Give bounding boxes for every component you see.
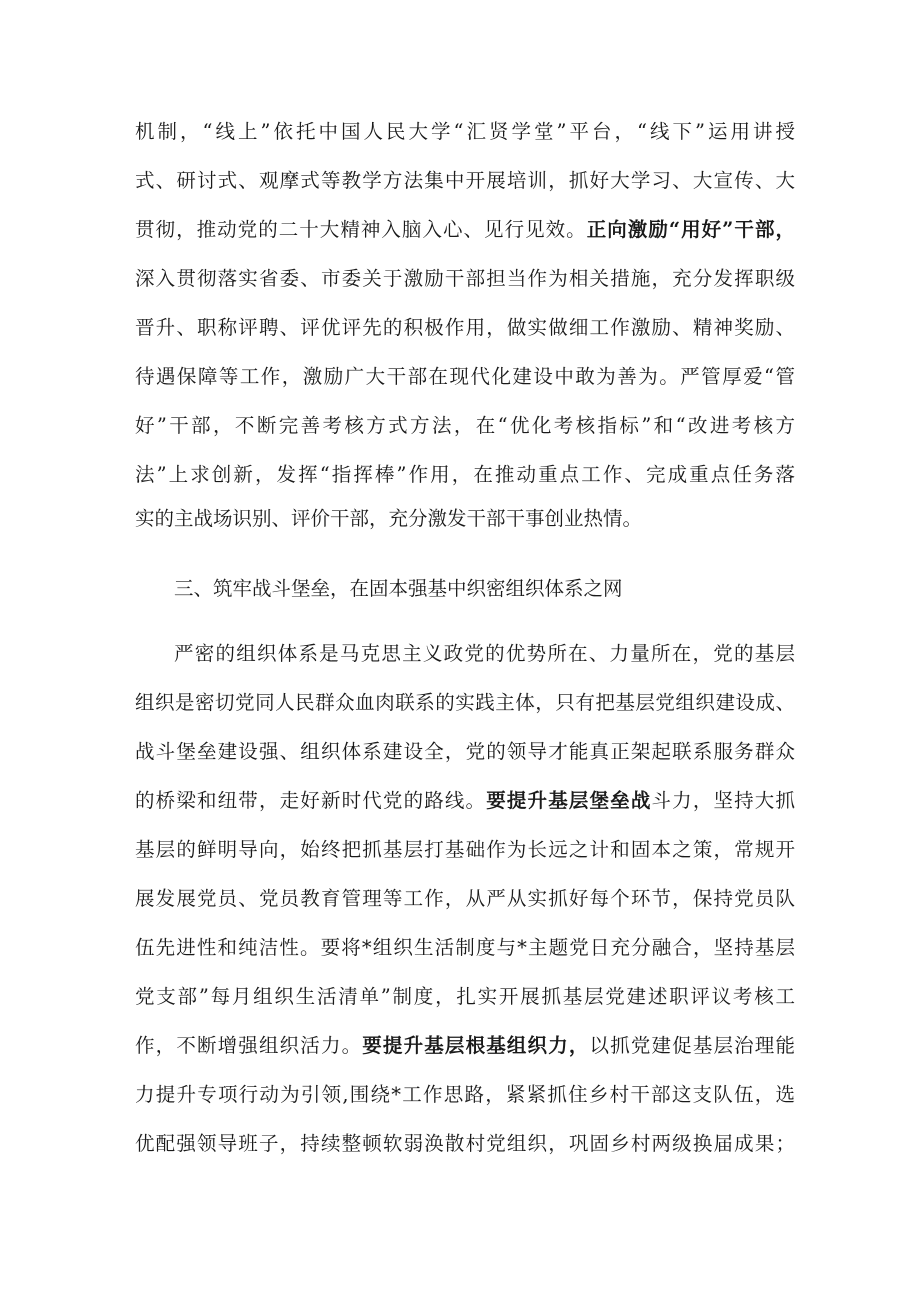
p2-line-11: 优配强领导班子，持续整顿软弱涣散村党组织，巩固乡村两级换届成果； [135, 1132, 795, 1155]
p2-line-4: 的桥梁和纽带，走好新时代党的路线。要提升基层堡垒战斗力，坚持大抓 [135, 789, 795, 812]
p2-line-10: 力提升专项行动为引领,围绕*工作思路，紧紧抓住乡村干部这支队伍，选 [135, 1083, 795, 1106]
bold-phrase-positive-incentive: 正向激励“用好”干部， [586, 218, 795, 241]
p1-line-5: 晋升、职称评聘、评优评先的积极作用，做实做细工作激励、精神奖励、 [135, 316, 795, 339]
bold-phrase-fortress-combat: 要提升基层堡垒战 [486, 789, 652, 812]
p1-line-3: 贯彻，推动党的二十大精神入脑入心、见行见效。正向激励“用好”干部， [135, 218, 795, 241]
p1-line-9: 实的主战场识别、评价干部，充分激发干部干事创业热情。 [135, 507, 643, 530]
p2-line-6: 展发展党员、党员教育管理等工作，从严从实抓好每个环节，保持党员队 [135, 887, 795, 910]
p1-line-8: 法”上求创新，发挥“指挥棒”作用，在推动重点工作、完成重点任务落 [135, 463, 795, 486]
p2-line-1: 严密的组织体系是马克思主义政党的优势所在、力量所在，党的基层 [174, 642, 795, 665]
section-heading: 三、筑牢战斗堡垒，在固本强基中织密组织体系之网 [174, 577, 623, 600]
p2-line-2: 组织是密切党同人民群众血肉联系的实践主体，只有把基层党组织建设成、 [135, 691, 795, 714]
bold-phrase-grassroots-organization: 要提升基层根基组织力， [362, 1034, 590, 1057]
p2-line-3: 战斗堡垒建设强、组织体系建设全，党的领导才能真正架起联系服务群众 [135, 740, 795, 763]
p2-line-7: 伍先进性和纯洁性。要将*组织生活制度与*主题党日充分融合，坚持基层 [135, 936, 795, 959]
p2-line-8: 党支部”每月组织生活清单”制度，扎实开展抓基层党建述职评议考核工 [135, 985, 795, 1008]
p1-line-7: 好”干部，不断完善考核方式方法，在“优化考核指标”和“改进考核方 [135, 414, 795, 437]
p2-line-5: 基层的鲜明导向，始终把抓基层打基础作为长远之计和固本之策，常规开 [135, 838, 795, 861]
p1-line-4: 深入贯彻落实省委、市委关于激励干部担当作为相关措施，充分发挥职级 [135, 267, 795, 290]
p1-line-6: 待遇保障等工作，激励广大干部在现代化建设中敢为善为。严管厚爱“管 [135, 365, 795, 388]
p1-line-2: 式、研讨式、观摩式等教学方法集中开展培训，抓好大学习、大宣传、大 [135, 169, 795, 192]
p2-line-9: 作，不断增强组织活力。要提升基层根基组织力，以抓党建促基层治理能 [135, 1034, 795, 1057]
p1-line-1: 机制，“线上”依托中国人民大学“汇贤学堂”平台，“线下”运用讲授 [135, 120, 795, 143]
